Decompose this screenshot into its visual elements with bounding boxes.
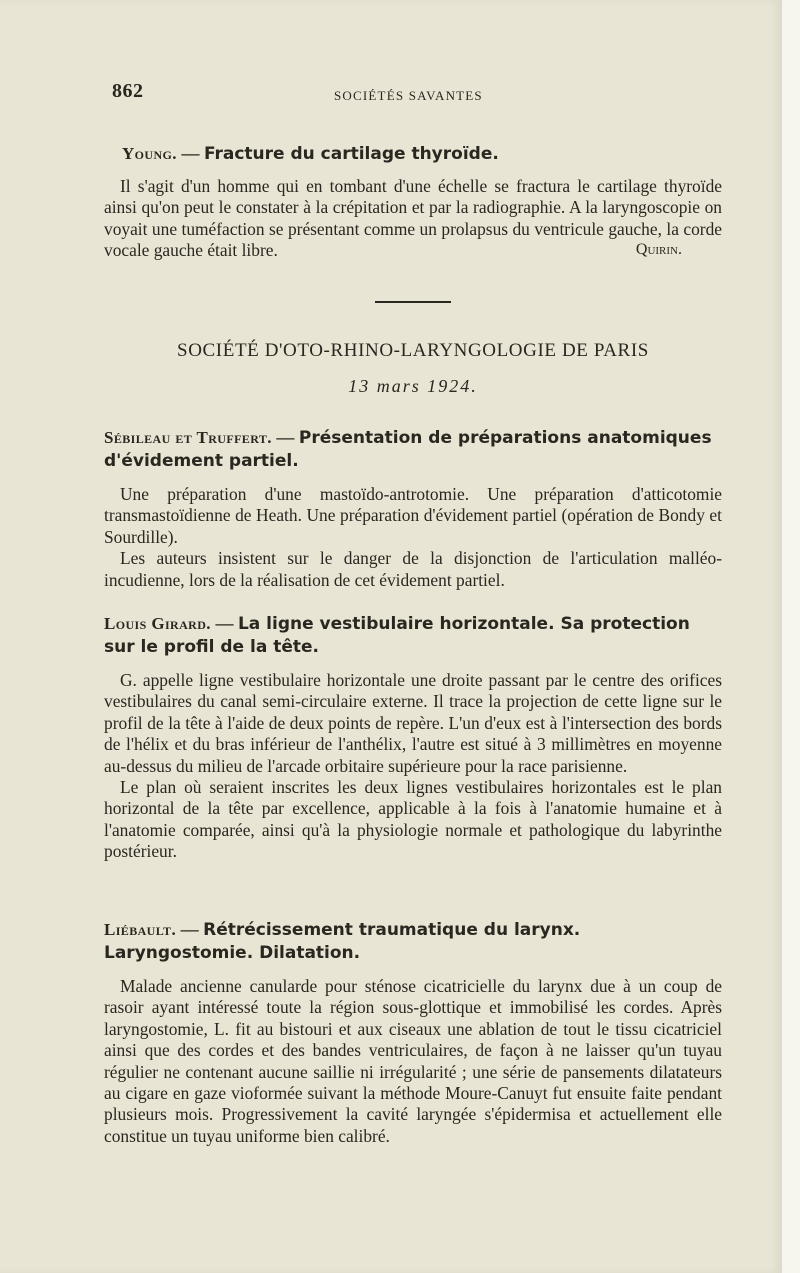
article-heading xyxy=(104,426,722,472)
article-paragraph: Il s'agit d'un homme qui en tombant d'une échelle se fractura le cartilage thyroïde ainsi qu'on peut le constater à la crépitation et par la radiographie. A la laryngoscopie on voyait une tuméfaction se présentant comme un prolapsus du ventricule gauche, la corde vocale gauche était libre. xyxy=(104,176,722,261)
article-young xyxy=(104,142,722,259)
article-title: Fracture du cartilage thyroïde. xyxy=(203,144,499,164)
article-paragraph: Le plan où seraient inscrites les deux lignes vestibulaires horizontales est le plan horizontal de la tête par excellence, applicable à la fois à l'anatomie humaine et à l'anatomie comparée, ainsi qu'à la physiologie normale et pathologique du labyrinthe postérieur. xyxy=(104,777,722,862)
article-title: Rétrécissement traumatique du larynx. Laryngostomie. Dilatation. xyxy=(104,920,581,963)
article-sebileau xyxy=(104,426,722,591)
session-date: 13 mars 1924. xyxy=(348,376,478,396)
article-paragraph: G. appelle ligne vestibulaire horizontale une droite passant par le centre des orifices vestibulaires du canal semi-circulaire externe. Il trace la projection de cette ligne sur le profil de la tête à l'aide de deux points de repère. L'un d'eux est à l'intersection des bords de l'hélix et du bras inférieur de l'anthélix, l'autre est situé à 3 millimètres en moyenne au-dessus du milieu de l'arcade orbitaire supérieure pour la race parisienne. xyxy=(104,670,722,776)
article-paragraph: Une préparation d'une mastoïdo-antrotomie. Une préparation d'atticotomie transmastoïdienne de Heath. Une préparation d'évidement partiel (opération de Bondy et Sourdille). xyxy=(104,484,722,547)
article-signature: Quirin. xyxy=(635,240,682,258)
page-number: 862 xyxy=(112,80,144,102)
article-paragraph: Les auteurs insistent sur le danger de la disjonction de l'articulation malléo-incudienne, lors de la réalisation de cet évidement partiel. xyxy=(104,548,722,590)
heading-dash: — xyxy=(176,919,204,939)
article-title: La ligne vestibulaire horizontale. Sa protection sur le profil de la tête. xyxy=(104,614,690,657)
article-liebault xyxy=(104,918,722,1147)
section-separator xyxy=(375,301,451,303)
article-author: Young. xyxy=(122,144,177,163)
article-author: Sébileau et Truffert. xyxy=(104,428,272,447)
article-girard xyxy=(104,612,722,863)
society-title: SOCIÉTÉ D'OTO-RHINO-LARYNGOLOGIE DE PARIS xyxy=(177,340,649,361)
heading-dash: — xyxy=(271,427,299,447)
article-author: Louis Girard. xyxy=(104,614,211,633)
article-heading xyxy=(104,612,722,658)
running-head: SOCIÉTÉS SAVANTES xyxy=(334,88,483,103)
heading-dash: — xyxy=(210,613,238,633)
scan-margin xyxy=(782,0,800,1273)
article-heading xyxy=(104,918,722,964)
article-author: Liébault. xyxy=(104,920,177,939)
article-paragraph: Malade ancienne canularde pour sténose cicatricielle du larynx due à un coup de rasoir ayant intéressé toute la région sous-glottique et immobilisé les cordes. Après laryngostomie, L. fit au bistouri et aux ciseaux une ablation de tout le tissu cicatriciel ainsi que des cordes et des bandes ventriculaires, de façon à ne laisser qu'un tuyau régulier ne contenant aucune saillie ni irrégularité ; une série de pansements dilatateurs au cigare en gaze vioformée suivant la méthode Moure-Canuyt fut ensuite faite pendant plusieurs mois. Progressivement la cavité laryngée s'épidermisa et actuellement elle constitue un tuyau uniforme bien calibré. xyxy=(104,976,722,1146)
article-title: Présentation de préparations anatomiques d'évidement partiel. xyxy=(104,428,712,471)
heading-dash: — xyxy=(176,143,204,163)
article-heading xyxy=(104,142,722,165)
